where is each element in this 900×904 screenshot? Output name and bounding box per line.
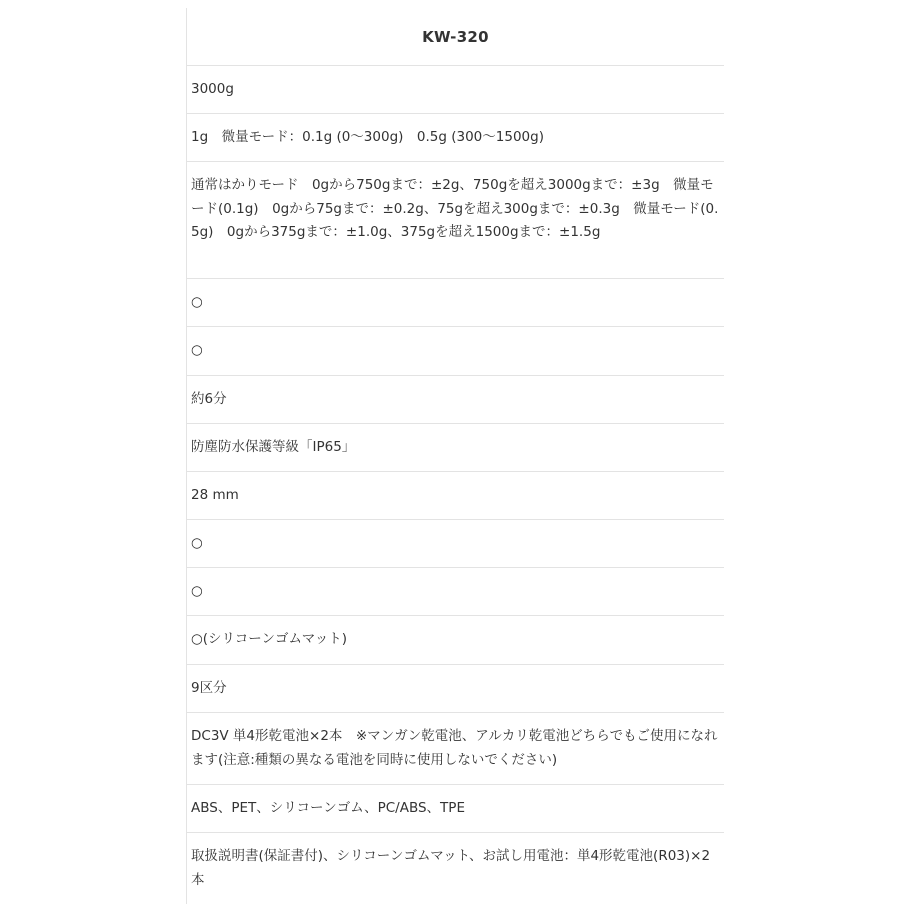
spec-value: 3000g xyxy=(191,81,234,97)
spec-value: 1g 微量モード：0.1g (0〜300g) 0.5g (300〜1500g) xyxy=(191,129,544,145)
spec-value: ○ xyxy=(191,583,203,599)
spec-row-feature-4 xyxy=(187,568,724,616)
spec-row-feature-1 xyxy=(187,279,724,327)
spec-value: 取扱説明書(保証書付)、シリコーンゴムマット、お試し用電池：単4形乾電池(R03)×2本 xyxy=(191,848,711,888)
spec-row-feature-3 xyxy=(187,520,724,568)
spec-row-mat xyxy=(187,616,724,665)
spec-row-thickness xyxy=(187,472,724,520)
spec-row-resolution xyxy=(187,114,724,162)
spec-value: 防塵防水保護等級「IP65」 xyxy=(191,439,356,455)
spec-row-capacity xyxy=(187,66,724,114)
spec-row-material xyxy=(187,785,724,833)
spec-value: ○ xyxy=(191,294,203,310)
spec-value: 約6分 xyxy=(191,391,227,407)
spec-value: 9区分 xyxy=(191,680,227,696)
spec-value: ○ xyxy=(191,342,203,358)
spec-value: ○(シリコーンゴムマット) xyxy=(191,631,347,647)
spec-value: ○ xyxy=(191,535,203,551)
spec-row-waterproof xyxy=(187,424,724,472)
spec-value: 28 mm xyxy=(191,487,239,503)
spec-value: ABS、PET、シリコーンゴム、PC/ABS、TPE xyxy=(191,800,465,816)
spec-row-power xyxy=(187,713,724,785)
spec-row-feature-2 xyxy=(187,327,724,376)
model-name-header: KW-320 xyxy=(187,8,724,66)
spec-row-accessories xyxy=(187,833,724,904)
spec-value: 通常はかりモード 0gから750gまで：±2g、750gを超え3000gまで：±3g 微量モード(0.1g) 0gから75gまで：±0.2g、75gを超え300gまで：±0.3g 微量モード(0.5g) 0gから375gまで：±1.0g、375gを超え1500gまで：±1.5g xyxy=(191,177,719,240)
spec-row-divisions xyxy=(187,665,724,713)
spec-value: DC3V 単4形乾電池×2本 ※マンガン乾電池、アルカリ乾電池どちらでもご使用になれます(注意:種類の異なる電池を同時に使用しないでください) xyxy=(191,728,718,768)
spec-row-auto-off xyxy=(187,376,724,424)
spec-row-accuracy xyxy=(187,162,724,279)
spec-table xyxy=(186,8,724,904)
